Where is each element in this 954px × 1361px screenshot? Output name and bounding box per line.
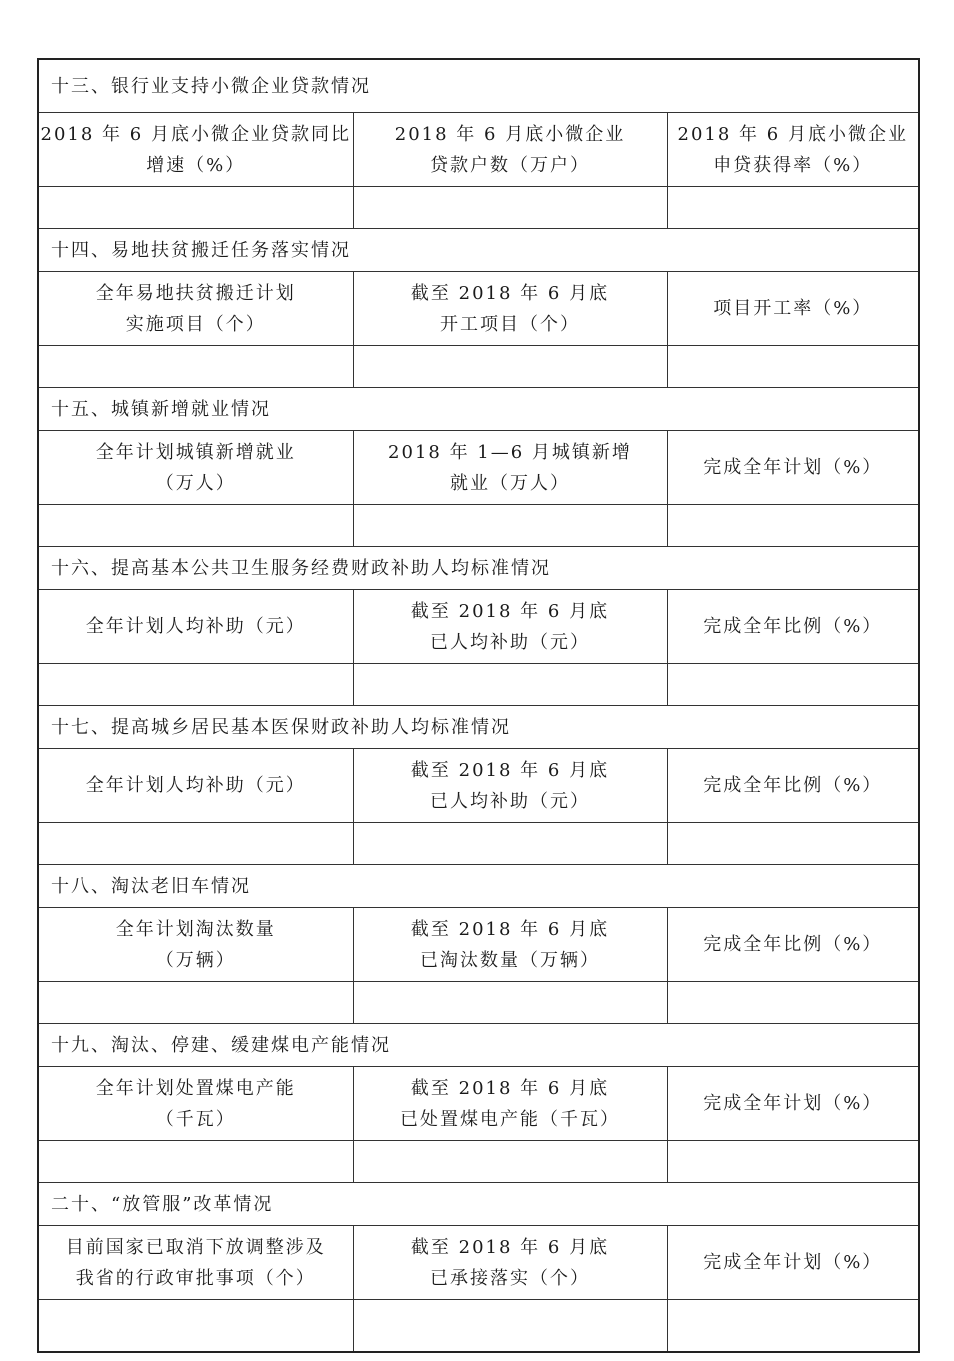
report-form-table (37, 58, 920, 1353)
section-title: 十五、城镇新增就业情况 (38, 388, 919, 431)
column-header-line: 我省的行政审批事项（个） (75, 1267, 316, 1289)
column-header-cell (38, 749, 353, 823)
column-header-cell (38, 1067, 353, 1141)
column-header-line: 已承接落实（个） (430, 1267, 590, 1289)
section-title: 十六、提高基本公共卫生服务经费财政补助人均标准情况 (38, 547, 919, 590)
column-header-line: 已处置煤电产能（千瓦） (400, 1108, 620, 1130)
column-header-cell (667, 908, 919, 982)
column-header-line: 截至 2018 年 6 月底 (410, 282, 610, 304)
data-entry-row (38, 982, 919, 1024)
section-title: 十九、淘汰、停建、缓建煤电产能情况 (38, 1024, 919, 1067)
column-header-cell (38, 1226, 353, 1300)
column-header-line: 截至 2018 年 6 月底 (410, 600, 610, 622)
data-entry-cell[interactable] (353, 1141, 667, 1183)
column-header-line: 2018 年 1—6 月城镇新增 (388, 441, 632, 463)
column-header-cell (353, 590, 667, 664)
column-header-line: 实施项目（个） (125, 313, 266, 335)
column-header-line: （万人） (155, 472, 236, 494)
column-header-line: 增速（%） (146, 154, 246, 176)
column-header-line: 已淘汰数量（万辆） (420, 949, 600, 971)
section-title-row (38, 547, 919, 590)
column-header-line: （千瓦） (155, 1108, 236, 1130)
column-header-line: 完成全年计划（%） (703, 1252, 883, 1273)
data-entry-cell[interactable] (667, 346, 919, 388)
data-entry-cell[interactable] (353, 346, 667, 388)
section-title-row (38, 59, 919, 113)
column-header-cell (353, 113, 667, 187)
data-entry-cell[interactable] (667, 664, 919, 706)
column-header-cell (667, 1226, 919, 1300)
column-header-cell (353, 272, 667, 346)
column-header-row (38, 431, 919, 505)
data-entry-cell[interactable] (38, 505, 353, 547)
section-title: 十四、易地扶贫搬迁任务落实情况 (38, 229, 919, 272)
column-header-row (38, 590, 919, 664)
data-entry-cell[interactable] (667, 823, 919, 865)
section-title-row (38, 1183, 919, 1226)
column-header-line: 项目开工率（%） (713, 298, 873, 319)
column-header-row (38, 749, 919, 823)
column-header-line: 全年易地扶贫搬迁计划 (95, 282, 296, 304)
data-entry-cell[interactable] (38, 346, 353, 388)
data-entry-row (38, 1300, 919, 1353)
column-header-line: 全年计划人均补助（元） (85, 616, 306, 637)
column-header-cell (667, 749, 919, 823)
column-header-line: 截至 2018 年 6 月底 (410, 1077, 610, 1099)
column-header-line: 就业（万人） (449, 472, 570, 494)
column-header-cell (353, 1067, 667, 1141)
section-title-row (38, 706, 919, 749)
section-title: 二十、“放管服”改革情况 (38, 1183, 919, 1226)
column-header-line: 全年计划淘汰数量 (115, 918, 276, 940)
data-entry-cell[interactable] (38, 1300, 353, 1353)
section-title: 十八、淘汰老旧车情况 (38, 865, 919, 908)
data-entry-cell[interactable] (353, 823, 667, 865)
column-header-line: 完成全年计划（%） (703, 1093, 883, 1114)
column-header-cell (353, 1226, 667, 1300)
column-header-line: 截至 2018 年 6 月底 (410, 1236, 610, 1258)
data-entry-cell[interactable] (667, 982, 919, 1024)
data-entry-cell[interactable] (353, 1300, 667, 1353)
column-header-line: 完成全年比例（%） (703, 775, 883, 796)
column-header-cell (667, 431, 919, 505)
column-header-cell (38, 590, 353, 664)
data-entry-row (38, 1141, 919, 1183)
data-entry-row (38, 664, 919, 706)
column-header-row (38, 1067, 919, 1141)
section-title-row (38, 865, 919, 908)
column-header-line: 目前国家已取消下放调整涉及 (65, 1236, 326, 1258)
column-header-line: 截至 2018 年 6 月底 (410, 918, 610, 940)
column-header-line: 开工项目（个） (440, 313, 580, 335)
data-entry-cell[interactable] (667, 1141, 919, 1183)
data-entry-cell[interactable] (667, 1300, 919, 1353)
column-header-row (38, 113, 919, 187)
column-header-cell (38, 113, 353, 187)
column-header-line: 申贷获得率（%） (713, 154, 873, 176)
column-header-cell (38, 908, 353, 982)
section-title: 十七、提高城乡居民基本医保财政补助人均标准情况 (38, 706, 919, 749)
column-header-line: 2018 年 6 月底小微企业贷款同比 (40, 123, 351, 145)
column-header-line: 全年计划处置煤电产能 (95, 1077, 296, 1099)
column-header-line: 截至 2018 年 6 月底 (410, 759, 610, 781)
column-header-line: 全年计划城镇新增就业 (95, 441, 296, 463)
section-title: 十三、银行业支持小微企业贷款情况 (38, 59, 919, 113)
column-header-line: 贷款户数（万户） (430, 154, 590, 176)
column-header-line: （万辆） (155, 949, 236, 971)
data-entry-cell[interactable] (38, 187, 353, 229)
column-header-line: 2018 年 6 月底小微企业 (677, 123, 908, 145)
section-title-row (38, 229, 919, 272)
section-title-row (38, 388, 919, 431)
column-header-line: 已人均补助（元） (430, 790, 590, 812)
column-header-cell (667, 1067, 919, 1141)
column-header-cell (38, 272, 353, 346)
column-header-cell (667, 113, 919, 187)
column-header-row (38, 272, 919, 346)
data-entry-row (38, 823, 919, 865)
column-header-line: 已人均补助（元） (430, 631, 590, 653)
column-header-line: 完成全年比例（%） (703, 616, 883, 637)
data-entry-cell[interactable] (38, 664, 353, 706)
column-header-line: 全年计划人均补助（元） (85, 775, 306, 796)
column-header-cell (353, 749, 667, 823)
data-entry-row (38, 505, 919, 547)
data-entry-row (38, 187, 919, 229)
data-entry-cell[interactable] (667, 505, 919, 547)
data-entry-cell[interactable] (353, 664, 667, 706)
column-header-line: 2018 年 6 月底小微企业 (394, 123, 626, 145)
data-entry-cell[interactable] (667, 187, 919, 229)
data-entry-cell[interactable] (353, 187, 667, 229)
data-entry-cell[interactable] (353, 505, 667, 547)
column-header-line: 完成全年比例（%） (703, 934, 883, 955)
data-entry-cell[interactable] (38, 982, 353, 1024)
column-header-cell (353, 908, 667, 982)
data-entry-row (38, 346, 919, 388)
column-header-row (38, 1226, 919, 1300)
data-entry-cell[interactable] (353, 982, 667, 1024)
column-header-cell (38, 431, 353, 505)
data-entry-cell[interactable] (38, 823, 353, 865)
column-header-line: 完成全年计划（%） (703, 457, 883, 478)
column-header-cell (667, 272, 919, 346)
column-header-cell (667, 590, 919, 664)
section-title-row (38, 1024, 919, 1067)
data-entry-cell[interactable] (38, 1141, 353, 1183)
column-header-row (38, 908, 919, 982)
column-header-cell (353, 431, 667, 505)
